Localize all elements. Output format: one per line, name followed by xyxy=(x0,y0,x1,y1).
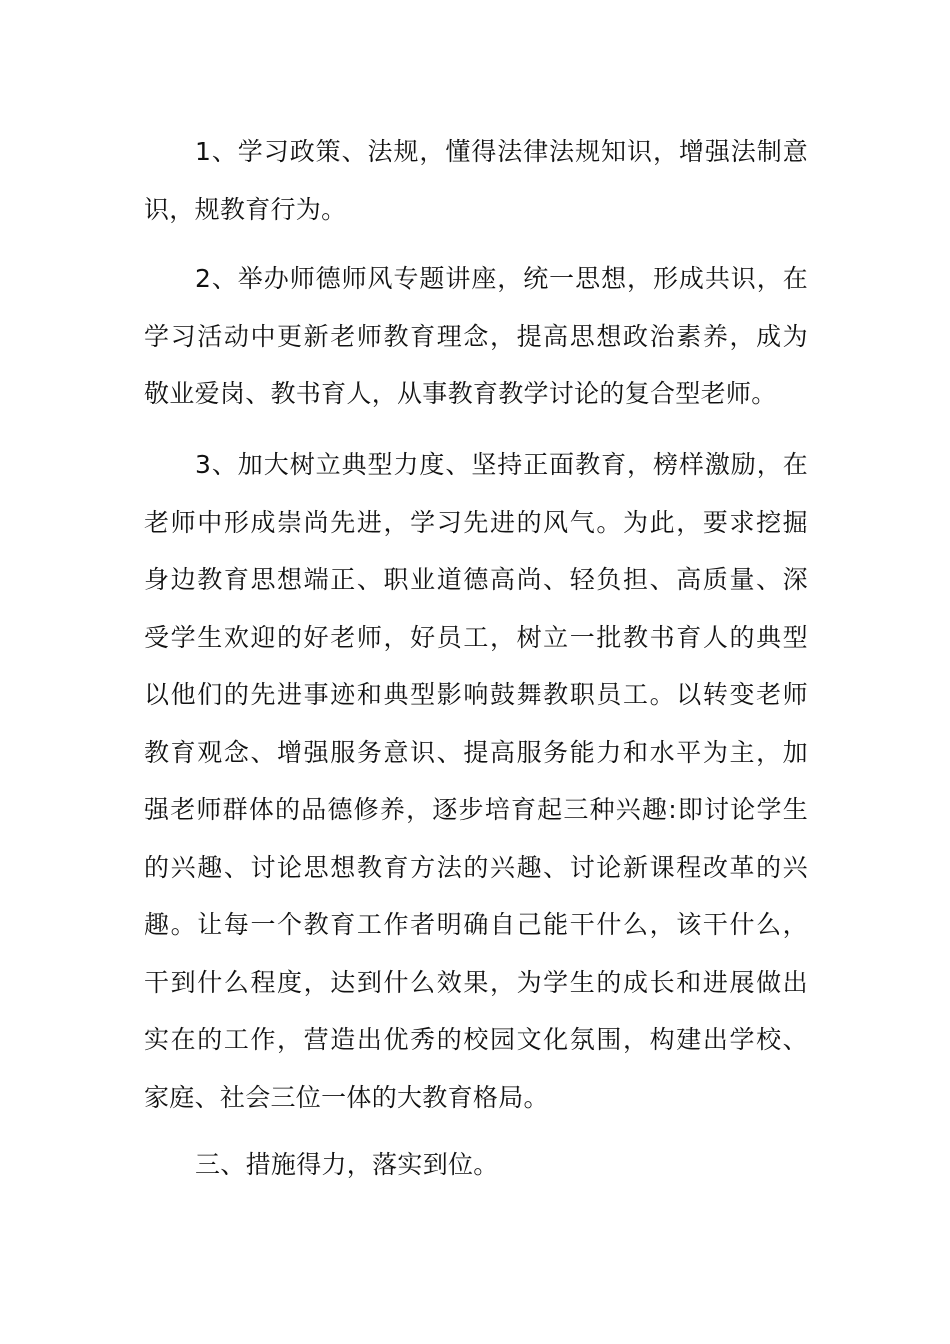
paragraph-2 xyxy=(144,250,808,423)
paragraph-line: 强老师群体的品德修养，逐步培育起三种兴趣:即讨论学生 xyxy=(144,795,808,824)
paragraph-line: 识，规教育行为。 xyxy=(144,194,347,224)
paragraph-line: 以他们的先进事迹和典型影响鼓舞教职员工。以转变老师 xyxy=(144,680,808,709)
paragraph-line: 学习活动中更新老师教育理念，提高思想政治素养，成为 xyxy=(144,321,808,351)
section-heading-text: 三、措施得力，落实到位。 xyxy=(195,1150,499,1179)
paragraph-3 xyxy=(144,436,808,1126)
paragraph-line: 2、举办师德师风专题讲座，统一思想，形成共识，在 xyxy=(195,264,808,293)
paragraph-line: 身边教育思想端正、职业道德高尚、轻负担、高质量、深 xyxy=(144,565,808,594)
paragraph-line: 老师中形成崇尚先进，学习先进的风气。为此，要求挖掘 xyxy=(144,507,808,537)
paragraph-line: 家庭、社会三位一体的大教育格局。 xyxy=(144,1082,549,1112)
paragraph-line: 3、加大树立典型力度、坚持正面教育，榜样激励，在 xyxy=(195,450,808,479)
paragraph-line: 敬业爱岗、教书育人，从事教育教学讨论的复合型老师。 xyxy=(144,379,777,408)
section-heading xyxy=(144,1136,808,1194)
paragraph-line: 实在的工作，营造出优秀的校园文化氛围，构建出学校、 xyxy=(144,1025,808,1054)
paragraph-line: 的兴趣、讨论思想教育方法的兴趣、讨论新课程改革的兴 xyxy=(144,852,808,882)
paragraph-line: 干到什么程度，达到什么效果，为学生的成长和进展做出 xyxy=(144,967,808,997)
paragraph-1 xyxy=(144,123,808,238)
paragraph-line: 受学生欢迎的好老师，好员工，树立一批教书育人的典型 xyxy=(144,622,808,652)
paragraph-line: 趣。让每一个教育工作者明确自己能干什么，该干什么， xyxy=(144,910,808,939)
paragraph-line: 教育观念、增强服务意识、提高服务能力和水平为主，加 xyxy=(144,737,808,767)
paragraph-line: 1、学习政策、法规，懂得法律法规知识，增强法制意 xyxy=(195,137,808,166)
